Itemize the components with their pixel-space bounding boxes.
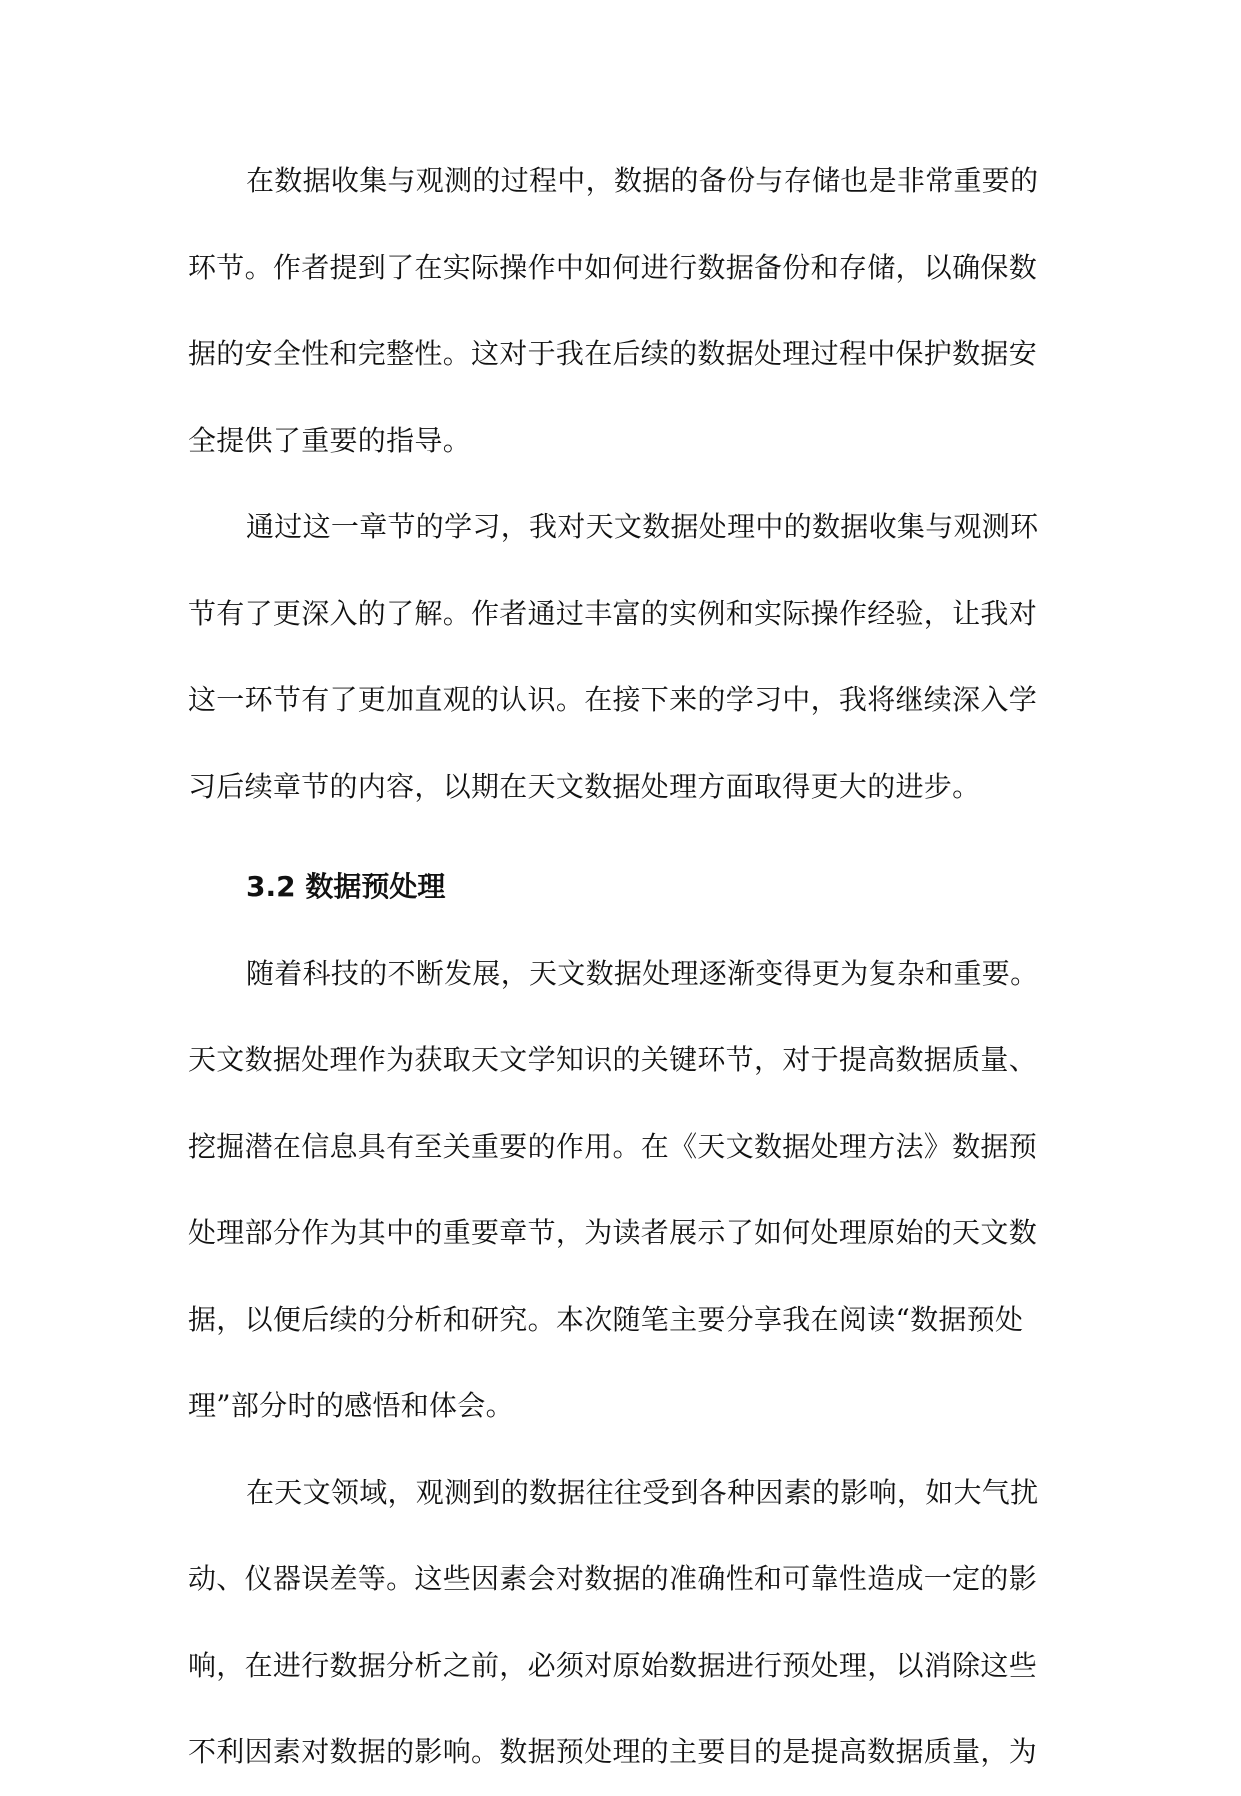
text-line: 全提供了重要的指导。 [188,423,472,457]
text-line: 天文数据处理作为获取天文学知识的关键环节，对于提高数据质量、 [188,1043,1038,1076]
text-line: 响，在进行数据分析之前，必须对原始数据进行预处理，以消除这些 [188,1648,1038,1682]
text-line: 动、仪器误差等。这些因素会对数据的准确性和可靠性造成一定的影 [188,1562,1038,1595]
text-line: 习后续章节的内容，以期在天文数据处理方面取得更大的进步。 [188,769,981,803]
text-line: 这一环节有了更加直观的认识。在接下来的学习中，我将继续深入学 [188,683,1038,716]
page-body [188,138,1054,1796]
text-line: 通过这一章节的学习，我对天文数据处理中的数据收集与观测环 [246,510,1039,543]
text-line: 处理部分作为其中的重要章节，为读者展示了如何处理原始的天文数 [188,1216,1038,1249]
text-line: 据的安全性和完整性。这对于我在后续的数据处理过程中保护数据安 [188,337,1038,370]
text-line: 节有了更深入的了解。作者通过丰富的实例和实际操作经验，让我对 [188,596,1038,630]
spacer [188,830,1054,844]
text-line: 在天文领域，观测到的数据往往受到各种因素的影响，如大气扰 [246,1475,1039,1509]
paragraph-data-backup [188,138,1054,484]
paragraph-preprocessing-purpose [188,1450,1054,1796]
text-line: 据，以便后续的分析和研究。本次随笔主要分享我在阅读“数据预处 [188,1302,1024,1336]
text-line: 理”部分时的感悟和体会。 [188,1389,514,1422]
text-line: 在数据收集与观测的过程中，数据的备份与存储也是非常重要的 [246,164,1039,197]
paragraph-preprocessing-intro [188,931,1054,1450]
text-line: 挖掘潜在信息具有至关重要的作用。在《天文数据处理方法》数据预 [188,1129,1038,1163]
text-line: 环节。作者提到了在实际操作中如何进行数据备份和存储，以确保数 [188,250,1038,284]
text-line: 随着科技的不断发展，天文数据处理逐渐变得更为复杂和重要。 [246,956,1039,990]
section-heading: 3.2 数据预处理 [246,870,446,903]
text-line: 不利因素对数据的影响。数据预处理的主要目的是提高数据质量，为 [188,1735,1038,1768]
paragraph-chapter-summary [188,484,1054,830]
